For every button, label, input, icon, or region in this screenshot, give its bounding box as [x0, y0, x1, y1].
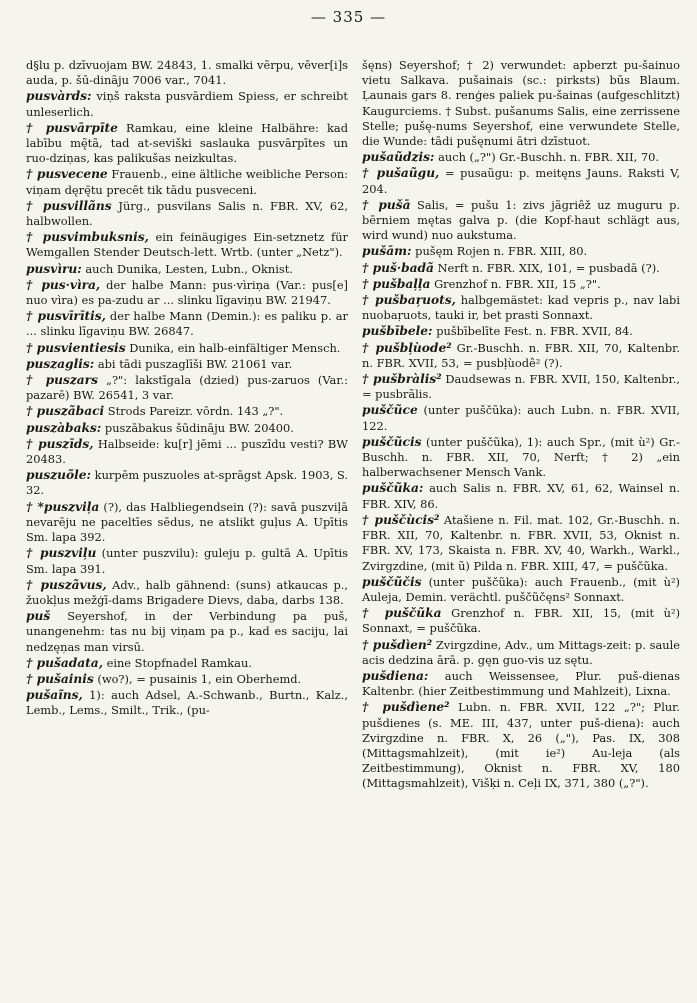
entry-text: abi tādi puszaglīši BW. 21061 var.	[97, 356, 293, 371]
entry-headword: † pusvārpīte	[26, 120, 118, 135]
dictionary-entry	[26, 468, 348, 498]
dictionary-entry	[362, 481, 680, 511]
dictionary-entry	[26, 58, 348, 88]
dictionary-entry	[362, 261, 680, 276]
dictionary-entry	[26, 262, 348, 277]
entry-text: Ramkau, eine kleine Halbähre: kad labību mę̃tã, tad at-seviški saslauka pusvārpītes un ruo-dziņas, kas palikušas neizkultas.	[26, 120, 349, 166]
entry-headword: puszàbaks:	[26, 420, 102, 435]
entry-headword: † pušainis	[26, 671, 94, 686]
entry-text: pušbībelīte Fest. n. FBR. XVII, 84.	[436, 324, 633, 339]
entry-text: ein feinäugiges Ein-setznetz für Wemgallen Stender Deutsch-lett. Wrtb. (unter „Netz").	[26, 230, 348, 260]
dictionary-entry	[362, 606, 680, 636]
entry-headword: † pusvīrītis,	[26, 309, 106, 324]
entry-text: = pusaũgu: p. meitęns Jauns. Raksti V, 204.	[362, 166, 680, 196]
entry-text: Salis, = pušu 1: zivs jãgriêž uz muguru p. bērniem mętas galva p. (die Kopf-haut schlägt aus, wird wund) nuo aukstuma.	[362, 197, 681, 243]
entry-headword: † pusvillãns	[26, 198, 112, 213]
entry-text: viņš raksta pusvārdiem Spiess, er schreibt unleserlich.	[26, 89, 349, 119]
entry-headword: pusvìru:	[26, 261, 82, 276]
entry-text: auch Salis n. FBR. XV, 61, 62, Wainsel n. FBR. XIV, 86.	[362, 481, 680, 511]
entry-headword: pušbībele:	[362, 324, 433, 339]
entry-text: Adv., halb gähnend: (suns) atkaucas p., žuokļus mežģī-dams Brigadere Dievs, daba, darbs 138.	[26, 577, 348, 607]
entry-headword: † pušbaļļa	[362, 276, 431, 291]
entry-text: eine Stopfnadel Ramkau.	[106, 655, 252, 670]
entry-text: (?), das Halbliegendsein (?): savā puszviļā nevarēju ne paceltīes sēdus, ne atslikt guļus A. Upītis Sm. lapa 392.	[26, 499, 348, 545]
dictionary-entry	[26, 121, 348, 167]
dictionary-entry	[362, 166, 680, 196]
entry-text: Lubn. n. FBR. XVII, 122 „?"; Plur. pušdienes (s. ME. III, 437, unter puš-diena): auch Zvirgzdine n. FBR. X, 26 („"), Pas. IX, 308 (Mittagsmahlzeit), (mit ie²) Au-leja (als Zeitbestimmung), Oknist n. FBR. XV, 180 (Mittagsmahlzeit), Višķi n. Ceļi IX, 371, 380 („?").	[362, 700, 680, 791]
entry-headword: † puš·badã	[362, 260, 434, 275]
dictionary-entry	[26, 404, 348, 419]
entry-text: (wo?), = pusainis 1, ein Oberhemd.	[97, 671, 302, 686]
entry-headword: puszuõle:	[26, 468, 92, 483]
dictionary-entry	[362, 513, 680, 574]
dictionary-entry	[362, 638, 680, 668]
entry-text: Halbseide: ku[r] jēmi ... puszīdu vesti? BW 20483.	[26, 436, 349, 467]
dictionary-entry	[26, 230, 348, 260]
entry-text: (unter puszvilu): guleju p. gultā A. Upītis Sm. lapa 391.	[26, 546, 349, 576]
entry-text: (unter puščũka): auch Lubn. n. FBR. XVII, 122.	[362, 403, 680, 433]
dictionary-entry	[26, 672, 348, 687]
entry-headword: † pušaũgu,	[362, 166, 440, 181]
entry-text: Atašiene n. Fil. mat. 102, Gr.-Buschh. n. FBR. XII, 70, Kaltenbr. n. FBR. XVII, 53, Oknist n. FBR. XV, 173, Skaista n. FBR. XV, 40, Warkh., Warkl., Zvirgzdine, (mit ũ) Pilda n. FBR. XIII, 47, = puščũka.	[362, 512, 680, 573]
entry-text: kurpēm puszuoles at-sprāgst Apsk. 1903, S. 32.	[26, 468, 349, 498]
entry-headword: † puszviļu	[26, 546, 97, 561]
entry-text: Zvirgzdine, Adv., um Mittags-zeit: p. saule acis dedzina ārā. p. gęn guo-vis uz sętu.	[362, 637, 680, 667]
entry-text: halbgemästet: kad vepris p., nav labi nuobaŗuots, tauki ir, bet prasti Sonnaxt.	[362, 293, 680, 323]
entry-headword: † pušbaŗuots,	[362, 293, 456, 308]
dictionary-entry	[362, 150, 680, 165]
right-column	[362, 58, 680, 793]
dictionary-entry	[362, 435, 680, 481]
entry-text: (unter puščũka): auch Frauenb., (mit ù²) Auleja, Demin. verächtl. puščũčęns² Sonnaxt.	[362, 574, 681, 604]
dictionary-entry	[26, 500, 348, 546]
entry-text: der halbe Mann: pus·vìriņa (Var.: pus[e] nuo vìra) es pa-zudu ar ... slinku līgaviņu BW. 21947.	[26, 277, 348, 308]
entry-headword: † *puszviļa	[26, 499, 100, 514]
dictionary-entry	[26, 199, 348, 229]
entry-text: Grenzhof n. FBR. XII, 15, (mit ù²) Sonnaxt, = puščũka.	[362, 606, 681, 636]
dictionary-entry	[362, 198, 680, 244]
entry-text: pušęm Rojen n. FBR. XIII, 80.	[415, 244, 588, 259]
dictionary-entry	[362, 58, 680, 149]
entry-text: puszābakus šūdināju BW. 20400.	[104, 420, 294, 435]
entry-text: (unter puščũka), 1): auch Spr., (mit ù²) Gr.-Buschh. n. FBR. XII, 70, Nerft; † 2) „ein halberwachsener Mensch Vank.	[362, 434, 680, 480]
entry-headword: pusvàrds:	[26, 89, 92, 104]
dictionary-entry	[26, 609, 348, 655]
dictionary-entry	[362, 669, 680, 699]
dictionary-entry	[26, 309, 348, 339]
dictionary-entry	[362, 341, 680, 371]
dictionary-entry	[362, 293, 680, 323]
entry-headword: † pušdìene²	[362, 700, 450, 715]
entry-headword: † pusvimbuksnis,	[26, 230, 149, 245]
dictionary-entry	[362, 403, 680, 433]
page-number: — 335 —	[310, 8, 387, 26]
dictionary-entry	[362, 324, 680, 339]
entry-headword: † puščùcis²	[362, 512, 440, 527]
dictionary-entry	[362, 700, 680, 791]
dictionary-entry	[26, 341, 348, 356]
entry-text: auch Weissensee, Plur. puš-dienas Kaltenbr. (hier Zeitbestimmung und Mahlzeit), Lixna.	[362, 668, 680, 699]
entry-headword: † pušā	[362, 197, 411, 212]
entry-headword: † puszars	[26, 373, 98, 388]
dictionary-entry	[362, 575, 680, 605]
entry-headword: † puszãvus,	[26, 577, 107, 592]
entry-headword: † pus·vìra,	[26, 277, 101, 292]
entry-headword: puščũcis	[362, 434, 422, 449]
entry-text: Strods Pareizr. vōrdn. 143 „?".	[107, 404, 284, 419]
entry-text: Dunika, ein halb-einfältiger Mensch.	[129, 340, 341, 355]
entry-headword: puš	[26, 609, 51, 624]
entry-text: d§lu p. dzīvuojam BW. 24843, 1. smalki vērpu, vēver[i]s auda, p. šū-dinãju 7006 var., 7041.	[26, 58, 348, 88]
entry-text: Seyershof, in der Verbindung pa puš, unangenehm: tas nu bij viņam pa p., kad es saciju, lai nedzęņas man virsū.	[26, 609, 348, 654]
entry-headword: pušdiena:	[362, 668, 429, 683]
entry-text: šęns) Seyershof; † 2) verwundet: apberzt pu-šainuo vietu Salkava. pušainais (sc.: pirksts) būs Blaum. Ļaunais gars 8. renģes paliek pu-šainas (aufgeschlitzt) Kaugurciems. † Subst. pušanums Salis, eine zerrissene Stelle; pušę-nums Seyershof, eine verwundete Stelle, die Wunde: tādi pušęnumi ātri dzīstuot.	[362, 58, 680, 149]
dictionary-entry	[26, 437, 348, 467]
entry-text: der halbe Mann (Demin.): es paliku p. ar ... slinku līgaviņu BW. 26847.	[26, 309, 348, 339]
dictionary-entry	[26, 546, 348, 576]
entry-headword: puščũce	[362, 403, 418, 418]
entry-headword: † puszãbaci	[26, 404, 105, 419]
dictionary-entry	[26, 421, 348, 436]
dictionary-entry	[26, 373, 348, 403]
entry-text: Nerft n. FBR. XIX, 101, = pusbadā (?).	[437, 260, 660, 275]
entry-headword: pušaũdzis:	[362, 150, 435, 165]
entry-text: Gr.-Buschh. n. FBR. XII, 70, Kaltenbr. n. FBR. XVII, 53, = pusbļùodê² (?).	[362, 340, 680, 370]
dictionary-entry	[362, 277, 680, 292]
entry-text: Jürg., pusvilans Salis n. FBR. XV, 62, halbwollen.	[26, 198, 348, 229]
entry-text: 1): auch Adsel, A.-Schwanb., Burtn., Kalz., Lemb., Lems., Smilt., Trik., (pu-	[26, 688, 348, 718]
entry-headword: pušaĩns,	[26, 688, 83, 703]
entry-headword: pušām:	[362, 244, 412, 259]
entry-headword: † pusvientiesis	[26, 340, 126, 355]
entry-headword: † pusvecene	[26, 167, 108, 182]
entry-headword: † pušdìen²	[362, 637, 433, 652]
left-column	[26, 58, 348, 720]
dictionary-entry	[26, 656, 348, 671]
entry-text: Frauenb., eine ältliche weibliche Person: viņam dęrę̄tu precēt tik tādu pusveceni.	[26, 167, 348, 197]
entry-text: auch Dunika, Lesten, Lubn., Oknist.	[85, 261, 293, 276]
dictionary-entry	[26, 578, 348, 608]
entry-headword: † pušbļùode²	[362, 340, 452, 355]
dictionary-entry	[26, 167, 348, 197]
dictionary-entry	[26, 278, 348, 308]
entry-text: auch („?") Gr.-Buschh. n. FBR. XII, 70.	[438, 150, 660, 165]
entry-headword: † pušadata,	[26, 655, 103, 670]
entry-text: Grenzhof n. FBR. XII, 15 „?".	[434, 276, 601, 291]
dictionary-entry	[362, 372, 680, 402]
dictionary-entry	[362, 244, 680, 259]
entry-headword: puszaglis:	[26, 356, 95, 371]
dictionary-entry	[26, 357, 348, 372]
entry-text: Daudsewas n. FBR. XVII, 150, Kaltenbr., = pusbrãlis.	[362, 372, 680, 402]
entry-headword: † pušbràlis²	[362, 372, 442, 387]
entry-headword: puščũčis	[362, 574, 422, 589]
entry-text: „?": lakstīgala (dzied) pus-zaruos (Var.: pazarē) BW. 26541, 3 var.	[26, 373, 348, 403]
entry-headword: † puščũka	[362, 606, 442, 621]
entry-headword: † puszīds,	[26, 436, 94, 451]
dictionary-entry	[26, 688, 348, 718]
dictionary-entry	[26, 89, 348, 119]
entry-headword: puščũka:	[362, 481, 424, 496]
